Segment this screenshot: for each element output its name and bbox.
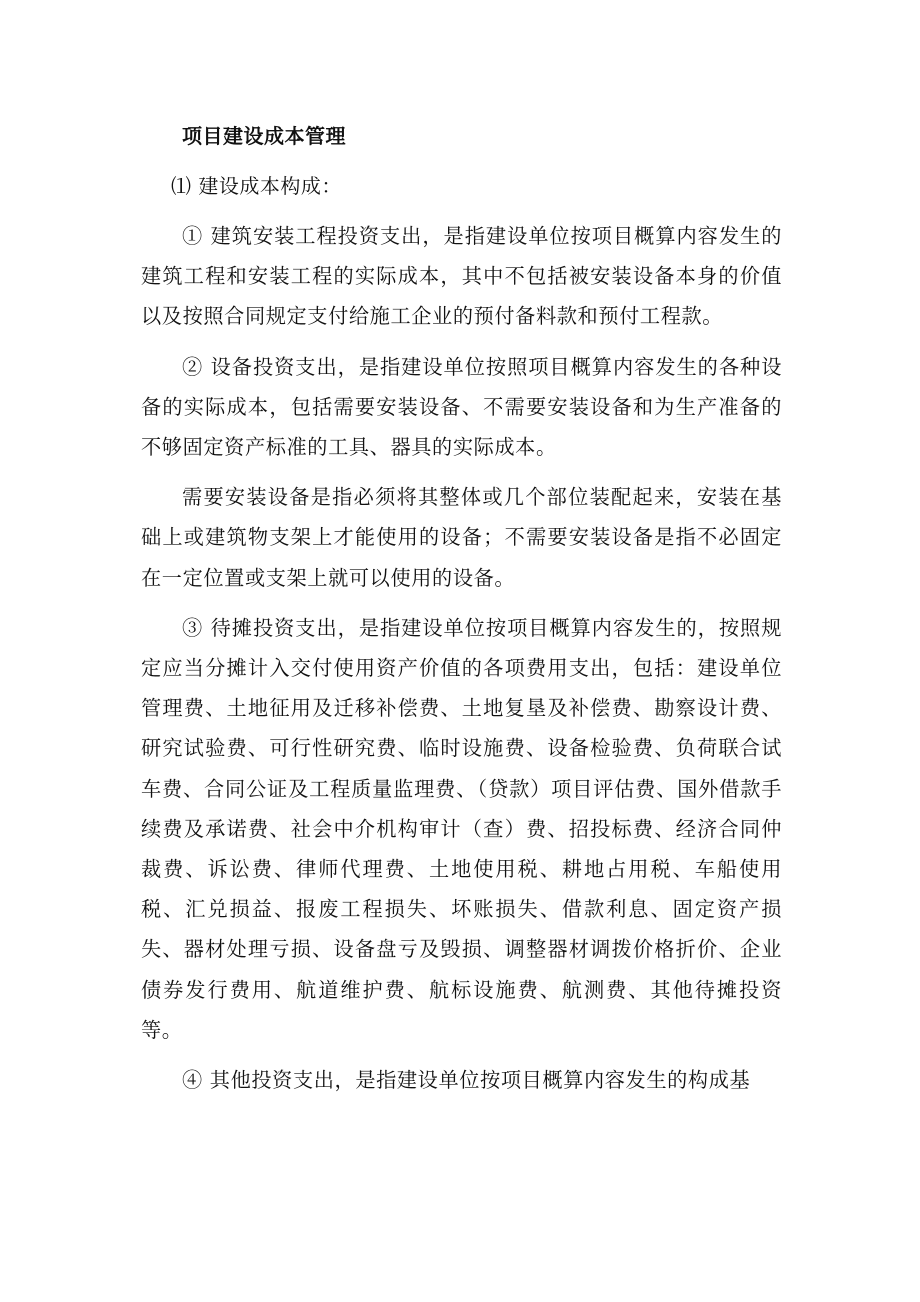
paragraph-deferred-investment: ③ 待摊投资支出，是指建设单位按项目概算内容发生的，按照规定应当分摊计入交付使用资产价值的各项费用支出，包括：建设单位管理费、土地征用及迁移补偿费、土地复垦及补偿费、勘察设计费、研究试验费、可行性研究费、临时设施费、设备检验费、负荷联合试车费、合同公证及工程质量监理费、（贷款）项目评估费、国外借款手续费及承诺费、社会中介机构审计（查）费、招投标费、经济合同仲裁费、诉讼费、律师代理费、土地使用税、耕地占用税、车船使用税、汇兑损益、报废工程损失、坏账损失、借款利息、固定资产损失、器材处理亏损、设备盘亏及毁损、调整器材调拨价格折价、企业债券发行费用、航道维护费、航标设施费、航测费、其他待摊投资等。 — [141, 615, 782, 1042]
paragraph-equipment-investment: ② 设备投资支出，是指建设单位按照项目概算内容发生的各种设备的实际成本，包括需要安装设备、不需要安装设备和为生产准备的不够固定资产标准的工具、器具的实际成本。 — [141, 354, 782, 460]
paragraph-other-investment: ④ 其他投资支出，是指建设单位按项目概算内容发生的构成基 — [182, 1068, 751, 1093]
paragraph-equipment-definition: 需要安装设备是指必须将其整体或几个部位装配起来，安装在基础上或建筑物支架上才能使用的设备；不需要安装设备是指不必固定在一定位置或支架上就可以使用的设备。 — [141, 485, 782, 590]
paragraph-construction-installation: ① 建筑安装工程投资支出，是指建设单位按项目概算内容发生的建筑工程和安装工程的实际成本，其中不包括被安装设备本身的价值以及按照合同规定支付给施工企业的预付备料款和预付工程款。 — [141, 224, 782, 329]
document-title: 项目建设成本管理 — [182, 124, 346, 148]
document-body — [141, 116, 782, 1100]
section-heading: ⑴ 建设成本构成： — [171, 174, 342, 198]
